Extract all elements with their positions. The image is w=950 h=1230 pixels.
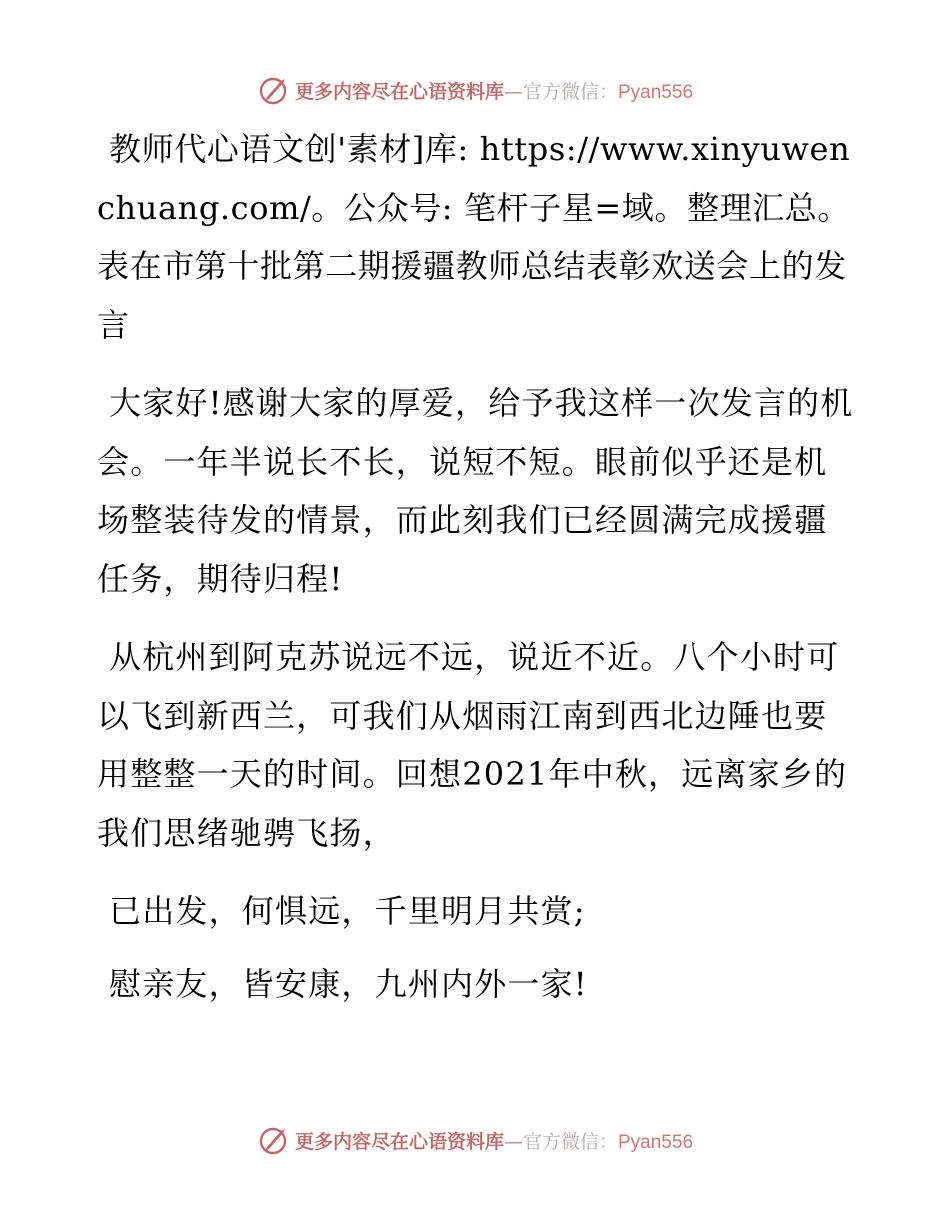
banner-lead-text: 更多内容尽在心语资料库 — [294, 1130, 504, 1153]
banner-wechat-label: 官方微信： — [522, 1130, 618, 1153]
banner-dash: — — [503, 80, 523, 103]
quill-pen-logo-icon — [257, 1123, 291, 1157]
header-banner — [0, 70, 950, 110]
banner-lead-text: 更多内容尽在心语资料库 — [294, 80, 504, 103]
banner-text — [295, 77, 693, 104]
greeting-paragraph: 大家好!感谢大家的厚爱，给予我这样一次发言的机会。一年半说长不长，说短不短。眼前似乎还是机场整装待发的情景，而此刻我们已经圆满完成援疆任务，期待归程! — [97, 384, 854, 598]
journey-paragraph: 从杭州到阿克苏说远不远，说近不近。八个小时可以飞到新西兰，可我们从烟雨江南到西北边陲也要用整整一天的时间。回想2021年中秋，远离家乡的我们思绪驰骋飞扬， — [97, 638, 848, 852]
banner-dash: — — [503, 1130, 523, 1153]
banner-wechat-id: Pyan556 — [618, 1131, 694, 1153]
banner-wechat-label: 官方微信： — [522, 80, 618, 103]
verse-line-1: 已出发，何惧远，千里明月共赏; — [109, 892, 586, 930]
verse-line-2: 慰亲友，皆安康，九州内外一家! — [109, 964, 588, 1003]
document-body — [97, 120, 857, 1027]
footer-banner — [0, 1120, 950, 1160]
banner-text — [295, 1127, 693, 1154]
banner-wechat-id: Pyan556 — [618, 81, 694, 103]
intro-paragraph: 教师代心语文创'素材]库: https://www.xinyuwenchuang.com/。公众号: 笔杆子星=域。整理汇总。表在市第十批第二期援疆教师总结表彰欢送会上的发言 — [97, 130, 851, 344]
quill-pen-logo-icon — [257, 73, 291, 107]
